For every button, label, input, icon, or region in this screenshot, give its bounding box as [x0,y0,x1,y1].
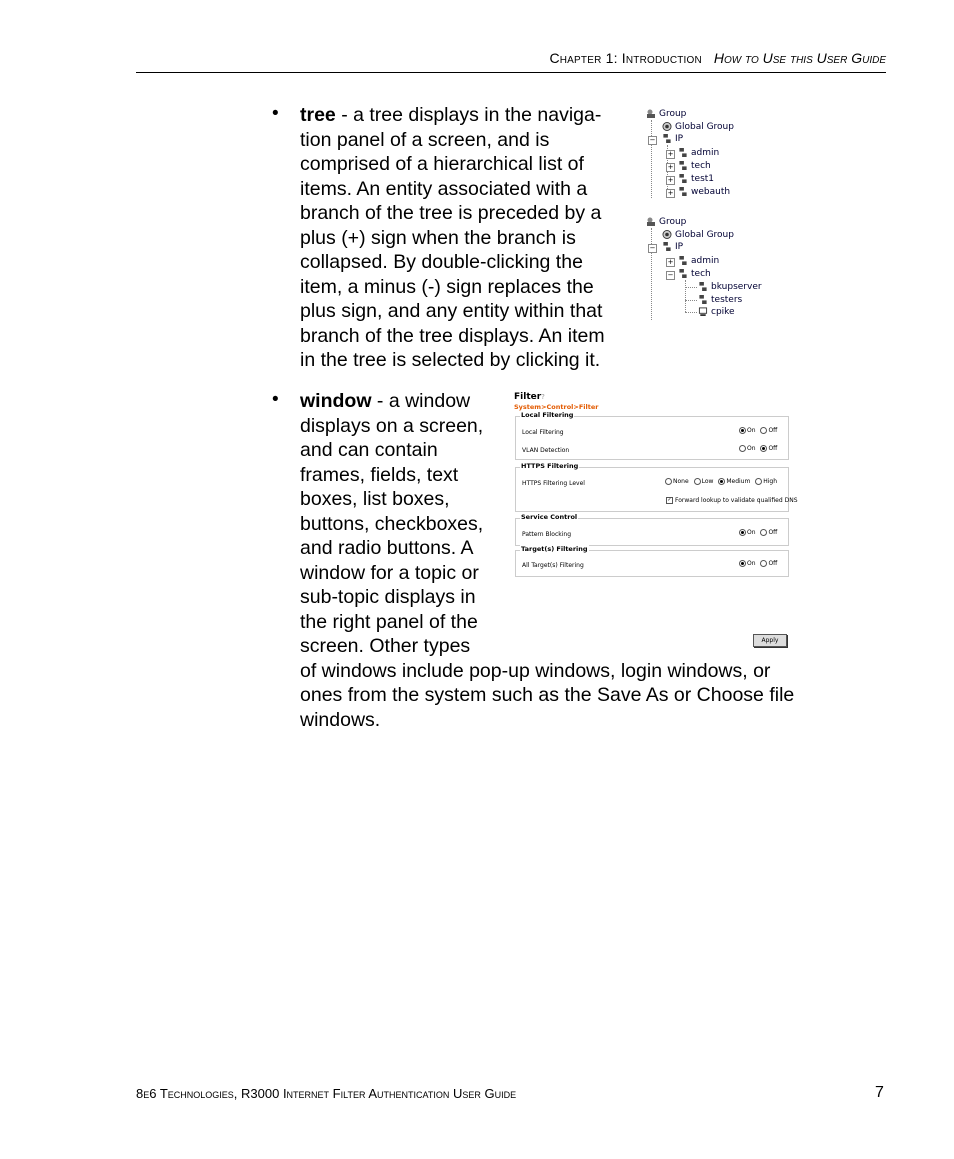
tree-collapsed-figure [646,108,736,200]
network-icon [698,295,708,304]
group-icon [646,217,656,226]
forward-lookup-checkbox[interactable]: ✓ [667,497,672,503]
tree-line: tion panel of a screen, and is [300,128,550,151]
forward-lookup-option [666,497,798,504]
group-label: Target(s) Filtering [521,545,588,553]
window-line: and radio buttons. A [300,537,474,559]
window-line: window for a topic or [300,561,479,584]
window-line: frames, fields, text [300,463,459,486]
group-label: HTTPS Filtering [521,462,579,470]
tree-child[interactable]: admin [678,255,719,267]
tree-root[interactable]: Group [646,108,686,120]
bullet-window: • [272,389,279,410]
tree-expanded-figure [646,216,766,320]
globe-icon [662,230,672,239]
radio-high[interactable] [755,478,762,485]
window-line: buttons, checkboxes, [300,512,484,535]
collapse-toggle-icon[interactable]: − [649,244,656,252]
tree-line: - a tree displays in the naviga- [335,104,602,126]
network-icon [698,282,708,291]
filter-window-figure [513,392,798,650]
tree-root[interactable]: Group [646,216,686,228]
row-label: VLAN Detection [522,447,570,454]
row-label: HTTPS Filtering Level [522,480,585,487]
network-icon [678,161,688,170]
tree-leaf[interactable]: bkupserver [698,281,762,293]
window-line: - a window [371,390,471,412]
chapter-title: Chapter 1: Introduction [549,50,702,66]
apply-button[interactable]: Apply [753,634,787,647]
radio-on[interactable] [739,560,746,567]
expand-toggle-icon[interactable]: + [667,176,674,184]
radio-off[interactable] [760,445,767,452]
tree-leaf[interactable]: testers [698,294,742,306]
network-icon [678,256,688,265]
checkbox-label: Forward lookup to validate qualified DNS [675,497,798,504]
https-level-options: None Low Medium High [662,478,777,485]
breadcrumb: System>Control>Filter [514,403,599,411]
page-footer: 8e6 Technologies, R3000 Internet Filter Authentication User Guide [136,1086,517,1101]
tree-child[interactable]: tech [678,268,711,280]
radio-off[interactable] [760,560,767,567]
vlan-detection-options: On Off [736,445,777,452]
network-icon [678,148,688,157]
tree-child[interactable]: admin [678,147,719,159]
page-number: 7 [875,1084,884,1101]
tree-global-group[interactable]: Global Group [662,121,734,133]
tree-line: collapsed. By double-clicking the [300,251,583,273]
radio-off[interactable] [760,427,767,434]
tree-line: branch of the tree displays. An item [300,324,605,347]
radio-medium[interactable] [718,478,725,485]
page-header [136,50,886,73]
tree-child[interactable]: test1 [678,173,714,185]
window-line: and can contain [300,439,438,461]
radio-on[interactable] [739,445,746,452]
network-icon [678,174,688,183]
expand-toggle-icon[interactable]: + [667,258,674,266]
window-line: windows. [300,708,381,731]
group-label: Service Control [521,513,578,521]
window-term: window [300,390,372,412]
tree-term: tree [300,104,336,126]
group-icon [646,109,656,118]
collapse-toggle-icon[interactable]: − [667,271,674,279]
tree-leaf[interactable]: cpike [698,306,735,318]
row-label: Pattern Blocking [522,531,571,538]
window-line: boxes, list boxes, [300,488,450,510]
radio-off[interactable] [760,529,767,536]
tree-line: item, a minus (-) sign replaces the [300,275,594,298]
local-filtering-group [515,411,789,460]
bullet-tree: • [272,103,279,124]
tree-global-group[interactable]: Global Group [662,229,734,241]
expand-toggle-icon[interactable]: + [667,150,674,158]
window-line: sub-topic displays in [300,586,476,608]
tree-line: branch of the tree is preceded by a [300,202,602,224]
network-icon [678,187,688,196]
row-label: Local Filtering [522,429,564,436]
network-icon [662,134,672,143]
tree-line: in the tree is selected by clicking it. [300,349,601,371]
window-line: ones from the system such as the Save As or Choose file [300,684,795,706]
network-icon [678,269,688,278]
group-label: Local Filtering [521,411,574,419]
pattern-blocking-options: On Off [736,529,777,536]
window-line: of windows include pop-up windows, login windows, or [300,659,771,682]
https-filtering-group [515,462,798,512]
tree-paragraph [300,103,630,373]
help-icon[interactable]: ? [541,393,545,401]
service-control-group [515,513,789,546]
window-line: the right panel of the [300,610,478,633]
radio-on[interactable] [739,427,746,434]
radio-none[interactable] [665,478,672,485]
window-line: screen. Other types [300,635,471,657]
targets-filtering-group [515,545,789,577]
all-targets-options: On Off [736,560,777,567]
tree-ip[interactable]: IP [662,241,683,253]
tree-line: plus (+) sign when the branch is [300,226,576,249]
window-line: displays on a screen, [300,414,484,437]
globe-icon [662,122,672,131]
expand-toggle-icon[interactable]: + [667,189,674,197]
section-title: How to Use this User Guide [713,50,886,66]
tree-line: comprised of a hierarchical list of [300,153,584,175]
tree-child[interactable]: webauth [678,186,730,198]
window-title: Filter? [514,392,545,402]
radio-on[interactable] [739,529,746,536]
tree-line: items. An entity associated with a [300,177,588,200]
tree-line: plus sign, and any entity within that [300,300,603,322]
network-icon [662,242,672,251]
tree-child[interactable]: tech [678,160,711,172]
radio-low[interactable] [694,478,701,485]
tree-ip[interactable]: IP [662,133,683,145]
computer-icon [698,307,708,316]
expand-toggle-icon[interactable]: + [667,163,674,171]
local-filtering-options: On Off [736,427,777,434]
collapse-toggle-icon[interactable]: − [649,136,656,144]
row-label: All Target(s) Filtering [522,562,584,569]
